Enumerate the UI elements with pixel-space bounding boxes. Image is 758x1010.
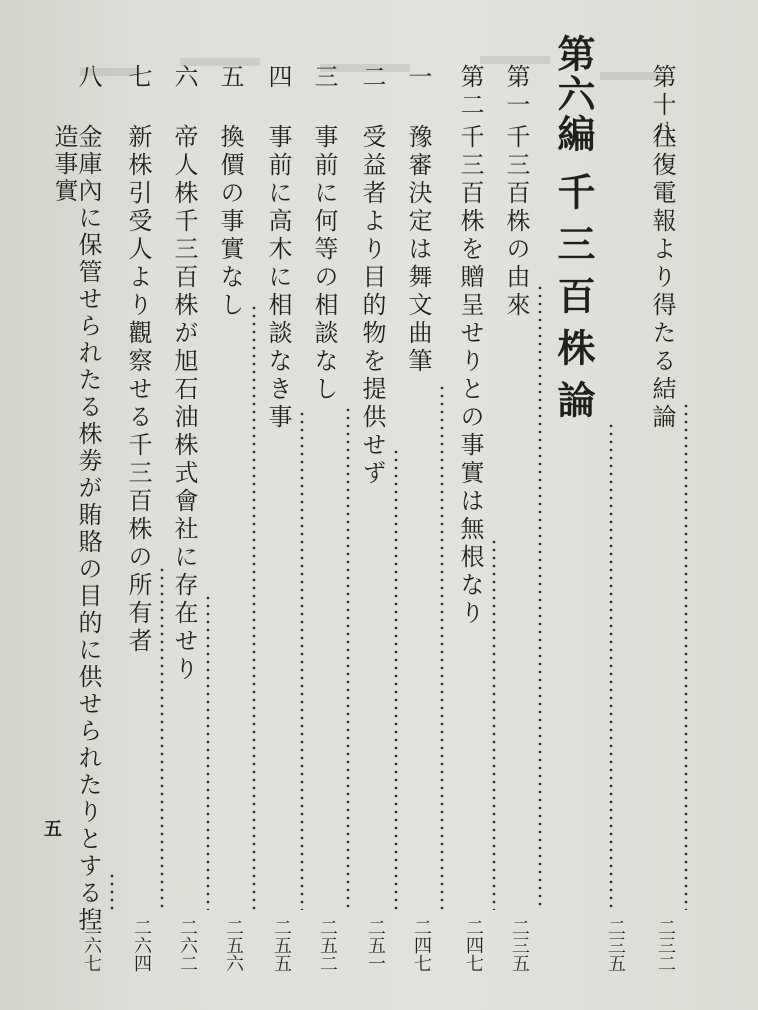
- dot-leader: [684, 402, 688, 910]
- page-number: 二三五: [509, 918, 530, 972]
- page-number: 二五一: [365, 918, 386, 972]
- page-number: 二四七: [463, 918, 484, 972]
- dot-leader: [252, 304, 256, 910]
- dot-leader: [440, 384, 444, 910]
- entry-title: 換價の事實なし: [216, 124, 244, 320]
- entry-title: 受益者より目的物を提供せず: [358, 124, 386, 488]
- page-number: 二六四: [131, 918, 152, 972]
- entry-label: 二: [358, 64, 386, 92]
- dot-leader: [110, 872, 114, 910]
- entry-title: 千三百株を贈呈せりとの事實は無根なり: [456, 124, 484, 628]
- dot-leader: [492, 538, 496, 910]
- entry-title: 往復電報より得たる結論: [648, 124, 676, 432]
- dot-leader: [538, 284, 542, 910]
- page-number: 二五六: [223, 918, 244, 972]
- entry-label: 第十八: [648, 64, 676, 148]
- dot-leader: [609, 422, 613, 910]
- entry-label: 八: [74, 64, 102, 91]
- entry-label: 七: [124, 64, 152, 92]
- dot-leader: [160, 566, 164, 910]
- entry-title: 千三百株の由來: [502, 124, 530, 320]
- page-number: 二三二: [655, 918, 676, 972]
- part-label: 第六編: [551, 34, 596, 154]
- page-number: 二五二: [317, 918, 338, 972]
- dot-leader: [394, 448, 398, 910]
- entry-label: 三: [310, 64, 338, 92]
- dot-leader: [206, 594, 210, 910]
- entry-label: 一: [404, 64, 432, 92]
- entry-label: 四: [264, 64, 292, 92]
- part-title: 千三百株論: [551, 172, 596, 432]
- entry-title: 帝人株千三百株が旭石油株式會社に存在せり: [170, 124, 198, 684]
- page-number: 二三五: [605, 918, 626, 972]
- page-number: 二六二: [177, 918, 198, 972]
- folio-page-number: 五: [44, 819, 62, 840]
- page-number: 二四七: [411, 918, 432, 972]
- entry-label: 五: [216, 64, 244, 92]
- entry-title: 新株引受人より觀察せる千三百株の所有者: [124, 124, 152, 656]
- entry-title: 事前に高木に相談なき事: [264, 124, 292, 432]
- entry-label: 第二: [456, 64, 484, 120]
- entry-label: 六: [170, 64, 198, 92]
- entry-label: 第一: [502, 64, 530, 120]
- page-number: 二六七: [81, 918, 102, 972]
- page-number: 二五五: [271, 918, 292, 972]
- entry-title: 事前に何等の相談なし: [310, 124, 338, 404]
- entry-title: 金庫內に保管せられたる株劵が賄賂の目的に供せられたりとする揑造事實: [50, 124, 102, 934]
- dot-leader: [346, 406, 350, 910]
- dot-leader: [300, 410, 304, 910]
- entry-title: 豫審決定は舞文曲筆: [404, 124, 432, 376]
